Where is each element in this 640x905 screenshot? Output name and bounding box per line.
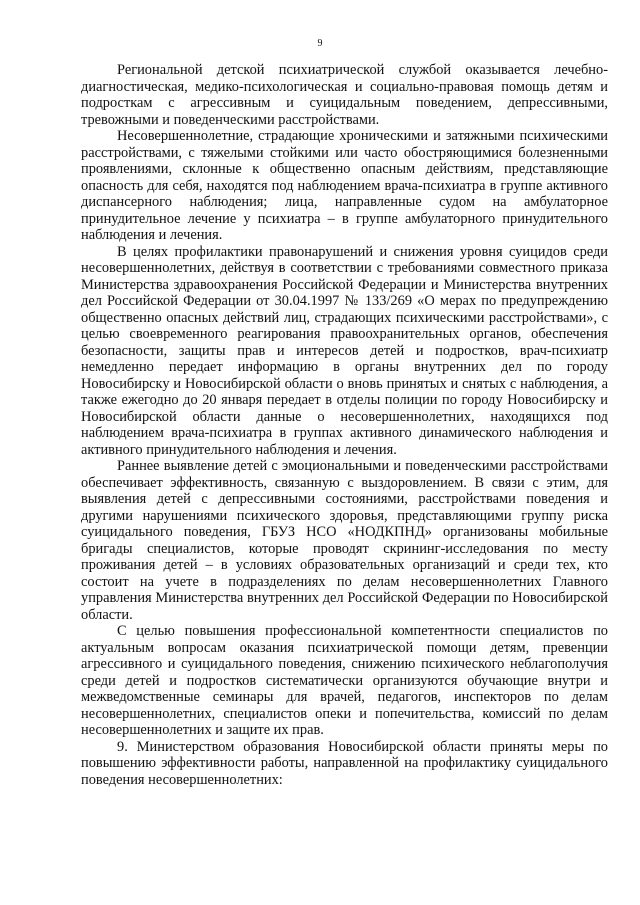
paragraph-prevention-measures: В целях профилактики правонарушений и снижения уровня суицидов среди несовершеннолетних, действуя в соответствии с требованиями совместного приказа Министерства здравоохранения Российской Федерации и Министерства внутренних дел Российской Федерации от 30.04.1997 № 133/269 «О мерах по предупреждению общественно опасных действий лиц, страдающих психическими расстройствами», с целью своевременного реагирования правоохранительных органов, обеспечения безопасности, защиты прав и интересов детей и подростков, врач-психиатр немедленно передает информацию в органы внутренних дел по городу Новосибирску и Новосибирской области о вновь принятых и снятых с наблюдения, а также ежегодно до 20 января передает в отделы полиции по городу Новосибирску и Новосибирской области данные о несовершеннолетних, находящихся под наблюдением врача-психиатра в группах активного динамического наблюдения и активного принудительного наблюдения и лечения.	[81, 243, 608, 458]
paragraph-early-detection: Раннее выявление детей с эмоциональными и поведенческими расстройствами обеспечивает эффективность, связанную с выздоровлением. В связи с этим, для выявления детей с депрессивными состояниями, расстройствами поведения и другими нарушениями психического здоровья, представляющими группу риска суицидального поведения, ГБУЗ НСО «НОДКПНД» организованы мобильные бригады специалистов, которые проводят скрининг-исследования по месту проживания детей – в условиях образовательных организаций и среди тех, кто состоит на учете в подразделениях по делам несовершеннолетних Главного управления Министерства внутренних дел Российской Федерации по Новосибирской области.	[81, 458, 608, 623]
document-body	[81, 62, 608, 788]
paragraph-professional-training: С целью повышения профессиональной компетентности специалистов по актуальным вопросам оказания психиатрической помощи детям, превенции агрессивного и суицидального поведения, снижению психического неблагополучия среди детей и подростков систематически организуются обучающие внутри и межведомственные семинары для врачей, педагогов, инспекторов по делам несовершеннолетних, специалистов опеки и попечительства, комиссий по делам несовершеннолетних и защите их прав.	[81, 623, 608, 738]
page-number: 9	[317, 38, 323, 49]
paragraph-chronic-disorders: Несовершеннолетние, страдающие хроническими и затяжными психическими расстройствами, с тяжелыми стойкими или часто обостряющимися болезненными проявлениями, склонные к общественно опасным действиям, представляющие опасность для себя, находятся под наблюдением врача-психиатра в группе активного диспансерного наблюдения; лица, направленные судом на амбулаторное принудительное лечение у психиатра – в группе амбулаторного принудительного наблюдения и лечения.	[81, 128, 608, 243]
paragraph-ministry-of-education: 9. Министерством образования Новосибирской области приняты меры по повышению эффективности работы, направленной на профилактику суицидального поведения несовершеннолетних:	[81, 738, 608, 788]
paragraph-regional-service: Региональной детской психиатрической службой оказывается лечебно-диагностическая, медико-психологическая и социально-правовая помощь детям и подросткам с агрессивным и суицидальным поведением, депрессивными, тревожными и поведенческими расстройствами.	[81, 62, 608, 128]
